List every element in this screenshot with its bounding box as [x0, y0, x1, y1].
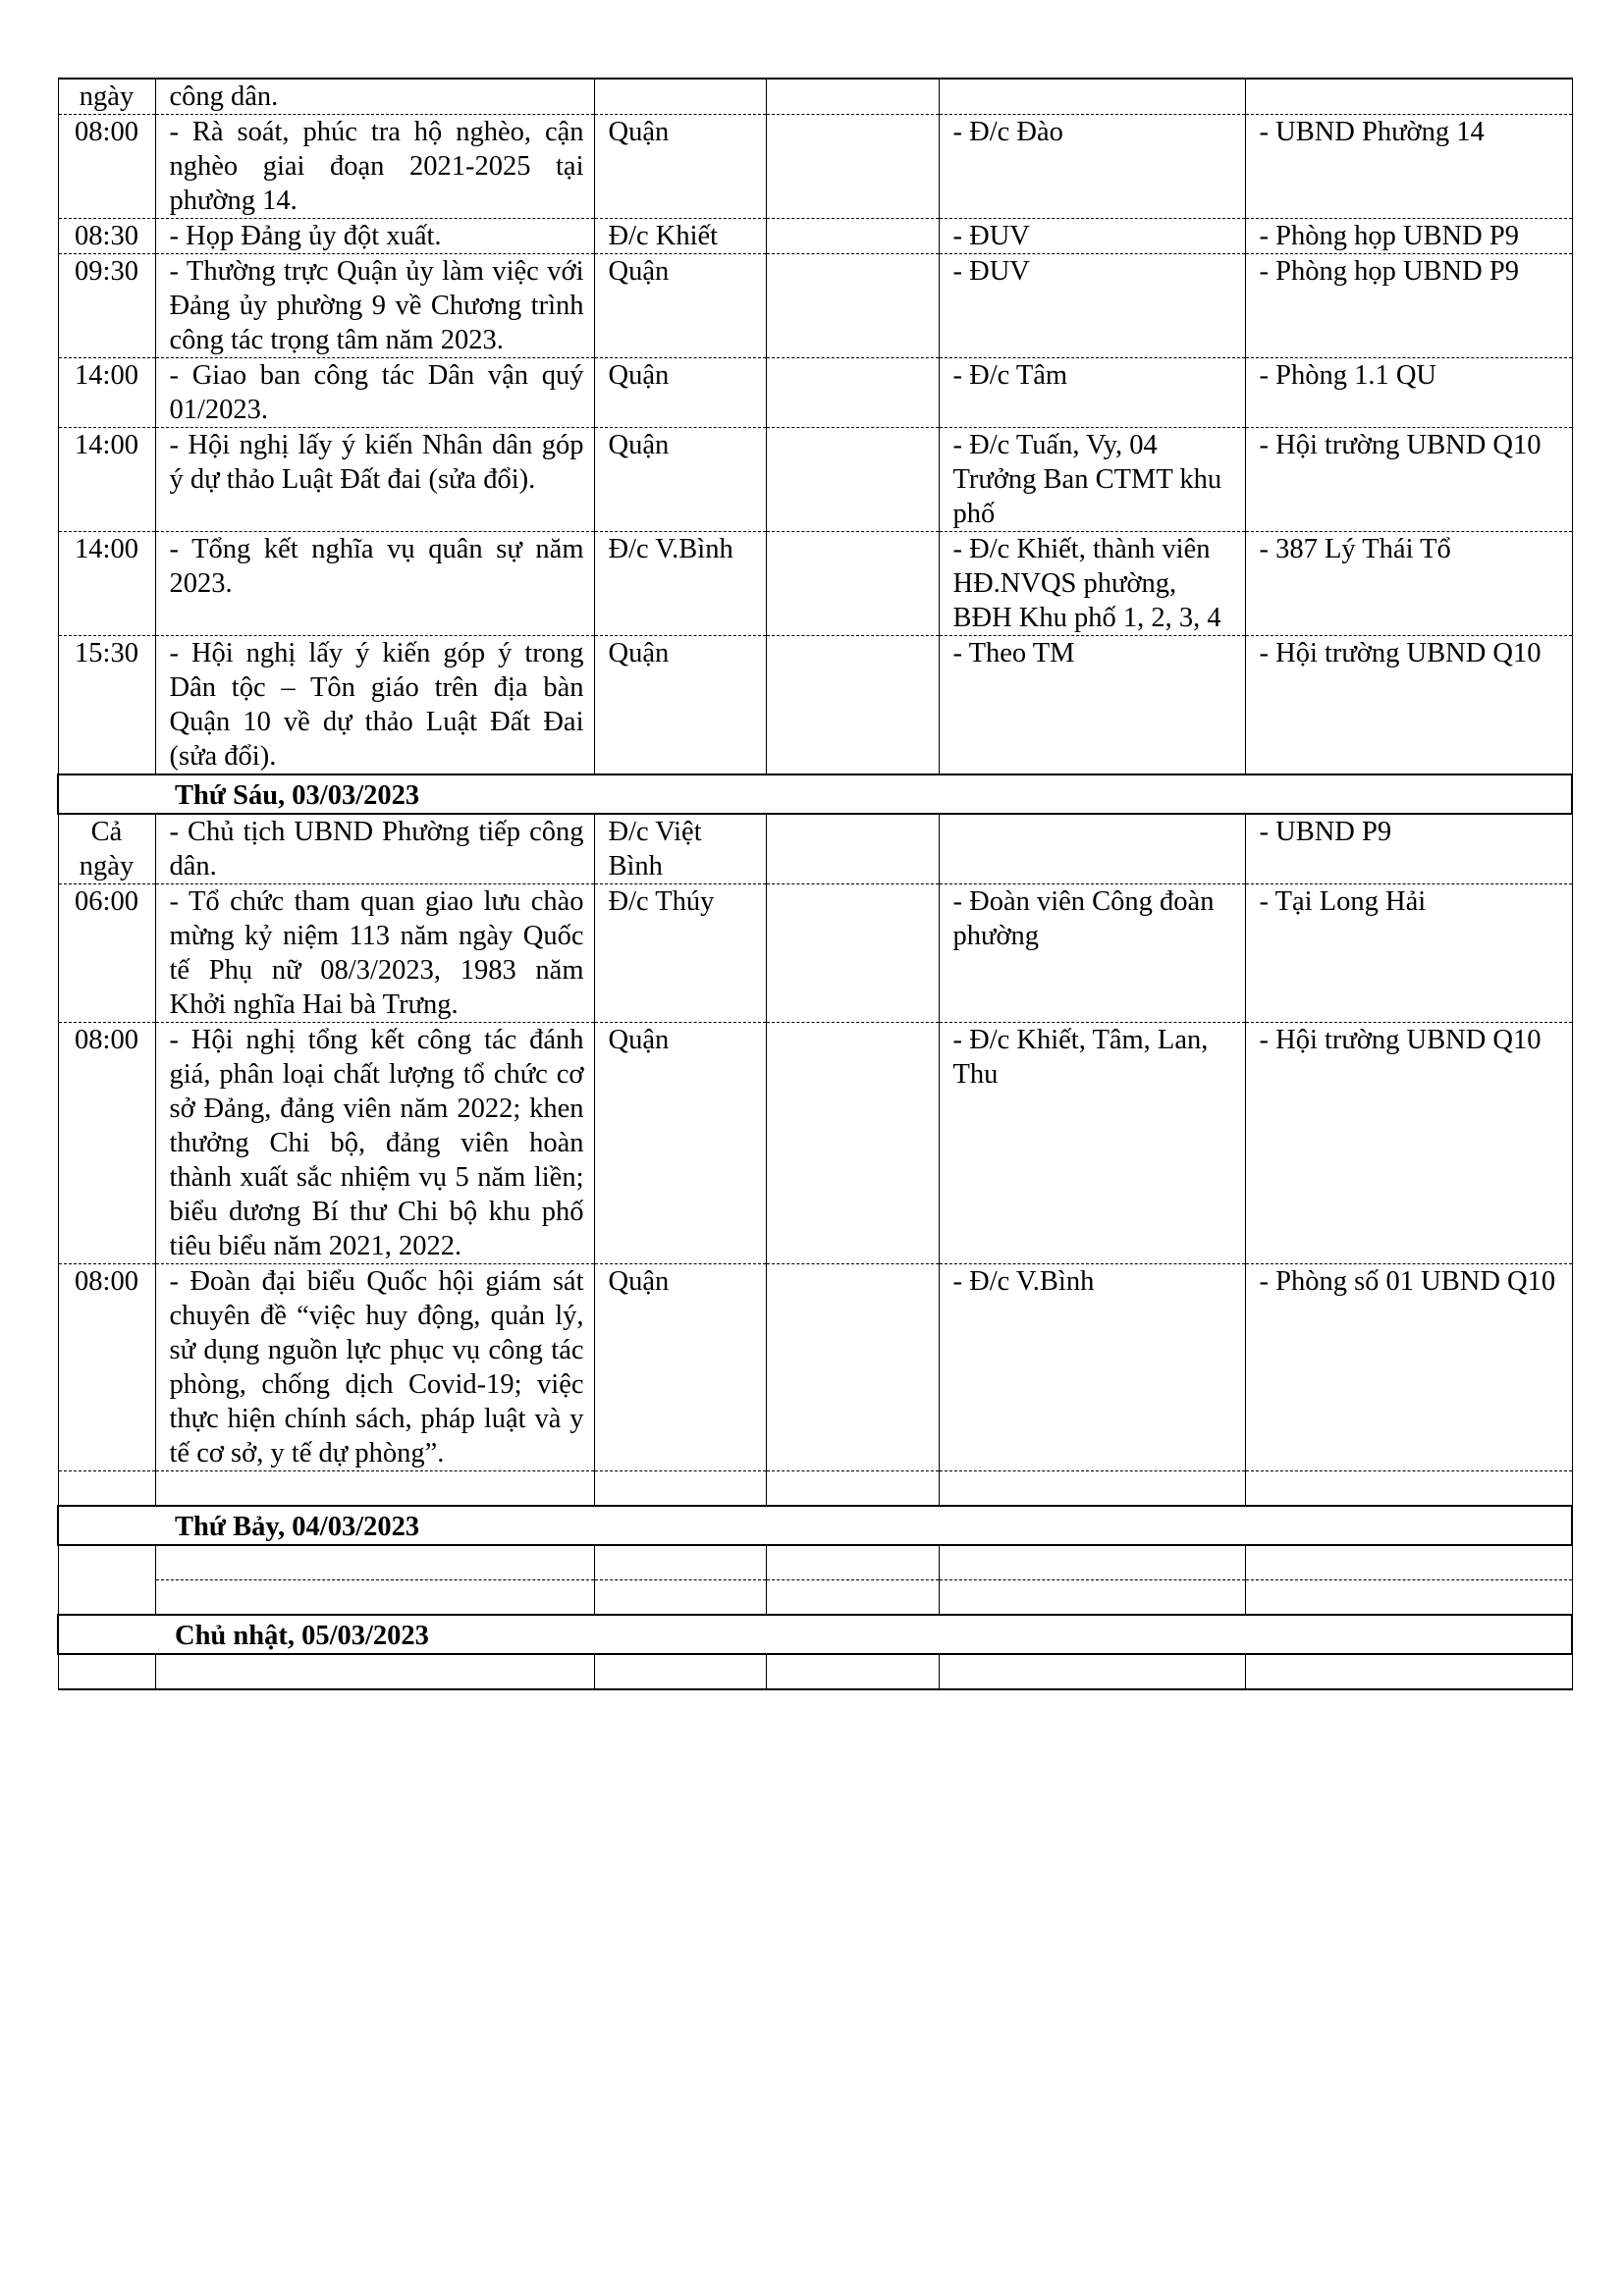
- time-cell: ngày: [58, 79, 155, 115]
- content-cell: - Hội nghị lấy ý kiến Nhân dân góp ý dự thảo Luật Đất đai (sửa đổi).: [155, 428, 594, 532]
- day-header-saturday: Thứ Bảy, 04/03/2023: [58, 1506, 1572, 1545]
- day-header-sunday: Chủ nhật, 05/03/2023: [58, 1615, 1572, 1654]
- content-cell: công dân.: [155, 79, 594, 115]
- time-cell: 09:30: [58, 254, 155, 358]
- saturday-section: [58, 1506, 1572, 1615]
- schedule-row: [58, 884, 1572, 1023]
- host-cell: Quận: [594, 115, 766, 219]
- location-cell: - UBND Phường 14: [1245, 115, 1572, 219]
- location-cell: [1245, 79, 1572, 115]
- host-cell: Đ/c Khiết: [594, 219, 766, 254]
- sunday-section: [58, 1615, 1572, 1689]
- blank-cell: [766, 219, 939, 254]
- host-cell: Quận: [594, 1264, 766, 1471]
- location-cell: - Phòng họp UBND P9: [1245, 254, 1572, 358]
- schedule-row: [58, 636, 1572, 775]
- blank-cell: [766, 254, 939, 358]
- content-cell: - Họp Đảng ủy đột xuất.: [155, 219, 594, 254]
- schedule-row: [58, 219, 1572, 254]
- location-cell: - 387 Lý Thái Tổ: [1245, 532, 1572, 636]
- participants-cell: - ĐUV: [939, 219, 1245, 254]
- host-cell: Quận: [594, 428, 766, 532]
- blank-cell: [766, 115, 939, 219]
- host-cell: [594, 79, 766, 115]
- time-cell: 08:00: [58, 1023, 155, 1264]
- day-header-friday: Thứ Sáu, 03/03/2023: [58, 774, 1572, 814]
- friday-rows: [58, 814, 1572, 1471]
- content-cell: - Tổ chức tham quan giao lưu chào mừng kỷ niệm 113 năm ngày Quốc tế Phụ nữ 08/3/2023, 1983 năm Khởi nghĩa Hai bà Trưng.: [155, 884, 594, 1023]
- empty-row: [58, 1545, 1572, 1580]
- time-cell: 08:30: [58, 219, 155, 254]
- participants-cell: [939, 814, 1245, 884]
- content-cell: - Tổng kết nghĩa vụ quân sự năm 2023.: [155, 532, 594, 636]
- host-cell: Đ/c Việt Bình: [594, 814, 766, 884]
- schedule-row: [58, 1023, 1572, 1264]
- location-cell: - Phòng 1.1 QU: [1245, 358, 1572, 428]
- time-cell: 14:00: [58, 358, 155, 428]
- time-cell: 14:00: [58, 532, 155, 636]
- empty-row: [58, 1471, 1572, 1507]
- schedule-table: [57, 78, 1573, 1690]
- blank-cell: [766, 428, 939, 532]
- participants-cell: - Đ/c Tuấn, Vy, 04 Trưởng Ban CTMT khu phố: [939, 428, 1245, 532]
- location-cell: - Tại Long Hải: [1245, 884, 1572, 1023]
- location-cell: - Phòng họp UBND P9: [1245, 219, 1572, 254]
- empty-row: [58, 1580, 1572, 1616]
- time-cell: 15:30: [58, 636, 155, 775]
- participants-cell: - Theo TM: [939, 636, 1245, 775]
- blank-cell: [766, 884, 939, 1023]
- participants-cell: - Đ/c Đào: [939, 115, 1245, 219]
- blank-cell: [766, 1023, 939, 1264]
- participants-cell: - Đoàn viên Công đoàn phường: [939, 884, 1245, 1023]
- participants-cell: - Đ/c Khiết, Tâm, Lan, Thu: [939, 1023, 1245, 1264]
- host-cell: Quận: [594, 254, 766, 358]
- content-cell: - Chủ tịch UBND Phường tiếp công dân.: [155, 814, 594, 884]
- host-cell: Quận: [594, 1023, 766, 1264]
- schedule-row: [58, 254, 1572, 358]
- location-cell: - Hội trường UBND Q10: [1245, 636, 1572, 775]
- content-cell: - Thường trực Quận ủy làm việc với Đảng ủy phường 9 về Chương trình công tác trọng tâm năm 2023.: [155, 254, 594, 358]
- location-cell: - Phòng số 01 UBND Q10: [1245, 1264, 1572, 1471]
- host-cell: Quận: [594, 636, 766, 775]
- friday-header: [58, 774, 1572, 814]
- schedule-row: [58, 1264, 1572, 1471]
- participants-cell: - Đ/c Khiết, thành viên HĐ.NVQS phường, BĐH Khu phố 1, 2, 3, 4: [939, 532, 1245, 636]
- location-cell: - Hội trường UBND Q10: [1245, 428, 1572, 532]
- thursday-rows: [58, 79, 1572, 774]
- participants-cell: - Đ/c Tâm: [939, 358, 1245, 428]
- schedule-row: [58, 79, 1572, 115]
- blank-cell: [766, 1264, 939, 1471]
- time-cell: 08:00: [58, 1264, 155, 1471]
- time-cell: 08:00: [58, 115, 155, 219]
- time-cell: 14:00: [58, 428, 155, 532]
- participants-cell: - Đ/c V.Bình: [939, 1264, 1245, 1471]
- host-cell: Đ/c Thúy: [594, 884, 766, 1023]
- blank-cell: [766, 814, 939, 884]
- schedule-row: [58, 358, 1572, 428]
- content-cell: - Rà soát, phúc tra hộ nghèo, cận nghèo giai đoạn 2021-2025 tại phường 14.: [155, 115, 594, 219]
- schedule-row: [58, 115, 1572, 219]
- content-cell: - Hội nghị lấy ý kiến góp ý trong Dân tộc – Tôn giáo trên địa bàn Quận 10 về dự thảo Luật Đất Đai (sửa đổi).: [155, 636, 594, 775]
- schedule-row: [58, 428, 1572, 532]
- friday-empty: [58, 1471, 1572, 1507]
- location-cell: - UBND P9: [1245, 814, 1572, 884]
- content-cell: - Đoàn đại biểu Quốc hội giám sát chuyên đề “việc huy động, quản lý, sử dụng nguồn lực phục vụ công tác phòng, chống dịch Covid-19; việc thực hiện chính sách, pháp luật và y tế cơ sở, y tế dự phòng”.: [155, 1264, 594, 1471]
- blank-cell: [766, 79, 939, 115]
- schedule-row: [58, 532, 1572, 636]
- host-cell: Quận: [594, 358, 766, 428]
- blank-cell: [766, 532, 939, 636]
- time-cell: Cả ngày: [58, 814, 155, 884]
- empty-row: [58, 1654, 1572, 1689]
- location-cell: - Hội trường UBND Q10: [1245, 1023, 1572, 1264]
- blank-cell: [766, 358, 939, 428]
- content-cell: - Giao ban công tác Dân vận quý 01/2023.: [155, 358, 594, 428]
- content-cell: - Hội nghị tổng kết công tác đánh giá, phân loại chất lượng tổ chức cơ sở Đảng, đảng viên năm 2022; khen thưởng Chi bộ, đảng viên hoàn thành xuất sắc nhiệm vụ 5 năm liền; biểu dương Bí thư Chi bộ khu phố tiêu biểu năm 2021, 2022.: [155, 1023, 594, 1264]
- blank-cell: [766, 636, 939, 775]
- participants-cell: - ĐUV: [939, 254, 1245, 358]
- schedule-row: [58, 814, 1572, 884]
- time-cell: 06:00: [58, 884, 155, 1023]
- host-cell: Đ/c V.Bình: [594, 532, 766, 636]
- participants-cell: [939, 79, 1245, 115]
